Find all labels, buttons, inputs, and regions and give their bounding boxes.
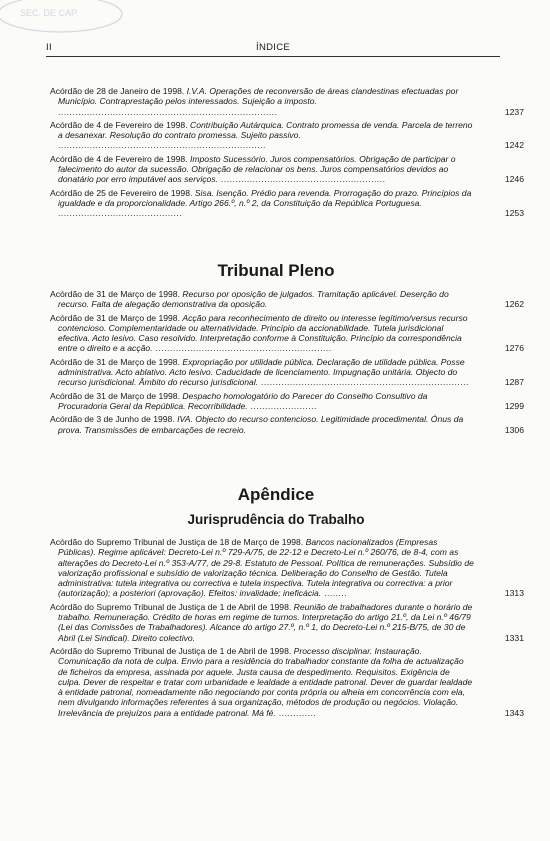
stamp-text: SEC. DE CAP. bbox=[20, 8, 79, 18]
index-entry: Acórdão de 31 de Março de 1998. Expropriação por utilidade pública. Declaração de utilidade pública. Posse administrativa. Acto ablativo. Acto lesivo. Caducidade de licenciamento. Impugnação unitária. Objecto do recurso jurisdicional. Âmbito do recurso jurisdicional. ........................................................................ 1287 bbox=[50, 356, 524, 388]
entry-page: 1331 bbox=[504, 632, 524, 643]
entry-page: 1246 bbox=[504, 174, 524, 185]
entries-group-3 bbox=[50, 537, 524, 721]
entry-page: 1262 bbox=[504, 299, 524, 310]
entry-lead: Acórdão de 3 de Junho de 1998. bbox=[50, 414, 178, 425]
entry-page: 1313 bbox=[504, 588, 524, 599]
entry-summary: Imposto Sucessório. Juros compensatórios. Obrigação de participar o falecimento do autor da sucessão. Obrigação de relacionar os bens. Juros compensatórios devidos ao donatário por erro imputável aos serviços. bbox=[58, 153, 456, 185]
entry-page: 1306 bbox=[504, 424, 524, 435]
entry-summary: Bancos nacionalizados (Empresas Públicas). Regime aplicável: Decreto-Lei n.º 729-A/75, de 22-12 e Decreto-Lei n.º 260/76, de 8-4, com as alterações do Decreto-Lei n.º 353-A/77, de 29-8. Estatuto de Pessoal. Política de remunerações. Subsídio de valorização profissional e subsídio de valorização técnica. Deliberação do Conselho de Gestão. Tutela administrativa: tutela integrativa ou correctiva e tutela inspectiva. Tutela integrativa ou correctiva: a prior (autorização); a posteriori (aprovação). Efeitos: invalidade; ineficácia. bbox=[58, 537, 474, 599]
header-page-number: II bbox=[46, 42, 52, 53]
entry-summary: Recurso por oposição de julgados. Tramitação aplicável. Deserção do recurso. Falta de alegação demonstrativa da oposição. bbox=[58, 289, 449, 310]
index-entry bbox=[50, 601, 524, 643]
entry-lead: Acórdão de 31 de Março de 1998. bbox=[50, 356, 183, 367]
entry-page: 1343 bbox=[504, 707, 524, 718]
entry-lead: Acórdão de 25 de Fevereiro de 1998. bbox=[50, 187, 195, 198]
entry-lead: Acórdão do Supremo Tribunal de Justiça de 1 de Abril de 1998. bbox=[50, 601, 294, 612]
entry-page: 1299 bbox=[504, 400, 524, 411]
index-entry: Acórdão de 25 de Fevereiro de 1998. Sisa. Isenção. Prédio para revenda. Prorrogação do prazo. Princípios da igualdade e da proporcionalidade. Artigo 266.º, n.º 2, da Constituição da República Portuguesa. ........................................... 1253 bbox=[50, 187, 524, 219]
entry-lead: Acórdão de 31 de Março de 1998. bbox=[50, 390, 183, 401]
entry-lead: Acórdão de 31 de Março de 1998. bbox=[50, 312, 183, 323]
stamp-watermark bbox=[0, 0, 140, 40]
page-header bbox=[46, 40, 500, 57]
index-entry bbox=[50, 289, 524, 310]
section-heading-apendice: Apêndice bbox=[237, 485, 315, 504]
section-heading-jurisprudencia: Jurisprudência do Trabalho bbox=[187, 512, 365, 527]
index-entry: Acórdão do Supremo Tribunal de Justiça de 1 de Abril de 1998. Processo disciplinar. Instauração. Comunicação da nota de culpa. Envio para a residência do trabalhador constante da folha de actualização de ficheiros da empresa, assinada por aquele. Justa causa de despedimento. Requisitos. Exigência de culpa. Dever de respeitar e tratar com urbanidade e lealdade a entidade patronal. Dever de guardar lealdade à entidade patronal, nomeadamente não negociando por conta própria ou alheia em concorrência com ela, nem divulgando informações referentes à sua organização, métodos de produção ou negócios. Violação. Irrelevância de prejuízos para a entidade patronal. Má fé. ............. 1343 bbox=[50, 645, 524, 718]
entry-lead: Acórdão de 31 de Março de 1998. bbox=[50, 289, 183, 299]
entry-summary: Expropriação por utilidade pública. Declaração de utilidade pública. Posse administrativa. Acto ablativo. Acto lesivo. Caducidade de licenciamento. Impugnação unitária. Objecto do recurso jurisdicional. Âmbito do recurso jurisdicional. bbox=[58, 356, 465, 388]
entry-page: 1253 bbox=[504, 208, 524, 219]
entry-summary: I.V.A. Operações de reconversão de áreas clandestinas efectuadas por Município. Contraprestação pelos interessados. Sujeição a imposto. bbox=[58, 86, 459, 107]
index-entry: Acórdão de 28 de Janeiro de 1998. I.V.A. Operações de reconversão de áreas clandestinas efectuadas por Município. Contraprestação pelos interessados. Sujeição a imposto. ............................................................................ 1237 bbox=[50, 86, 524, 117]
entry-summary: IVA. Objecto do recurso contencioso. Legitimidade procedimental. Ónus da prova. Transmissões de embarcações de recreio. bbox=[58, 414, 464, 435]
entry-lead: Acórdão de 4 de Fevereiro de 1998. bbox=[50, 153, 190, 164]
index-entry: Acórdão do Supremo Tribunal de Justiça de 18 de Março de 1998. Bancos nacionalizados (Empresas Públicas). Regime aplicável: Decreto-Lei n.º 729-A/75, de 22-12 e Decreto-Lei n.º 260/76, de 8-4, com as alterações do Decreto-Lei n.º 353-A/77, de 29-8. Estatuto de Pessoal. Política de remunerações. Subsídio de valorização profissional e subsídio de valorização técnica. Deliberação do Conselho de Gestão. Tutela administrativa: tutela integrativa ou correctiva e tutela inspectiva. Tutela integrativa ou correctiva: a prior (autorização); a posteriori (aprovação). Efeitos: invalidade; ineficácia. ........ 1313 bbox=[50, 537, 524, 599]
index-entry: Acórdão de 31 de Março de 1998. Despacho homologatório do Parecer do Conselho Consultivo da Procuradoria Geral da República. Recorribilidade. ....................... 1299 bbox=[50, 390, 524, 411]
entry-summary: Acção para reconhecimento de direito ou interesse legítimo/versus recurso contencioso. Complementaridade ou alternatividade. Princípio da accionabilidade. Tutela jurisdicional efectiva. Acto lesivo. Caso resolvido. Interpretação conforme à Constituição. Princípio da correspondência entre o direito e a acção. bbox=[58, 312, 468, 354]
entry-lead: Acórdão do Supremo Tribunal de Justiça de 1 de Abril de 1998. bbox=[50, 645, 294, 656]
entry-page: 1287 bbox=[504, 377, 524, 388]
section-heading-tribunal-pleno: Tribunal Pleno bbox=[217, 261, 335, 280]
entry-lead: Acórdão do Supremo Tribunal de Justiça de 18 de Março de 1998. bbox=[50, 537, 306, 547]
index-entry: Acórdão de 4 de Fevereiro de 1998. Contribuição Autárquica. Contrato promessa de venda. Parcela de terreno a desanexar. Resolução do contrato promessa. Sujeito passivo. ........................................................................ 1242 bbox=[50, 119, 524, 151]
entry-summary: Sisa. Isenção. Prédio para revenda. Prorrogação do prazo. Princípios da igualdade e da proporcionalidade. Artigo 266.º, n.º 2, da Constituição da República Portuguesa. bbox=[58, 187, 472, 208]
entry-page: 1237 bbox=[504, 106, 524, 117]
index-entry bbox=[50, 414, 524, 435]
entry-summary: Contribuição Autárquica. Contrato promessa de venda. Parcela de terreno a desanexar. Resolução do contrato promessa. Sujeito passivo. bbox=[58, 119, 473, 141]
entry-lead: Acórdão de 4 de Fevereiro de 1998. bbox=[50, 119, 190, 130]
entries-group-2 bbox=[50, 289, 524, 438]
entries-group-1 bbox=[50, 86, 524, 222]
entry-page: 1242 bbox=[504, 140, 524, 151]
entry-summary: Processo disciplinar. Instauração. Comunicação da nota de culpa. Envio para a residência do trabalhador constante da folha de actualização de ficheiros da empresa, assinada por aquele. Justa causa de despedimento. Requisitos. Exigência de culpa. Dever de respeitar e tratar com urbanidade e lealdade a entidade patronal. Dever de guardar lealdade à entidade patronal, nomeadamente não negociando por conta própria ou alheia em concorrência com ela, nem divulgando informações referentes à sua organização, métodos de produção ou negócios. Violação. Irrelevância de prejuízos para a entidade patronal. Má fé. bbox=[58, 645, 473, 718]
entry-summary: Reunião de trabalhadores durante o horário de trabalho. Remuneração. Crédito de horas em regime de turnos. Interpretação do artigo 21.º, da Lei n.º 46/79 (Lei das Comissões de Trabalhadores). Alcance do artigo 27.º, n.º 1, do Decreto-Lei n.º 215-B/75, de 30 de Abril (Lei Sindical). Direito colectivo. bbox=[58, 601, 473, 643]
index-entry: Acórdão de 31 de Março de 1998. Acção para reconhecimento de direito ou interesse legítimo/versus recurso contencioso. Complementaridade ou alternatividade. Princípio da accionabilidade. Tutela jurisdicional efectiva. Acto lesivo. Caso resolvido. Interpretação conforme à Constituição. Princípio da correspondência entre o direito e a acção. ............................................................. 1276 bbox=[50, 312, 524, 354]
index-entry: Acórdão de 4 de Fevereiro de 1998. Imposto Sucessório. Juros compensatórios. Obrigação de participar o falecimento do autor da sucessão. Obrigação de relacionar os bens. Juros compensatórios devidos ao donatário por erro imputável aos serviços. ......................................................... 1246 bbox=[50, 153, 524, 185]
entry-lead: Acórdão de 28 de Janeiro de 1998. bbox=[50, 86, 187, 96]
header-title: ÍNDICE bbox=[256, 42, 290, 53]
entry-page: 1276 bbox=[504, 343, 524, 354]
entry-summary: Despacho homologatório do Parecer do Conselho Consultivo da Procuradoria Geral da República. Recorribilidade. bbox=[58, 390, 428, 411]
